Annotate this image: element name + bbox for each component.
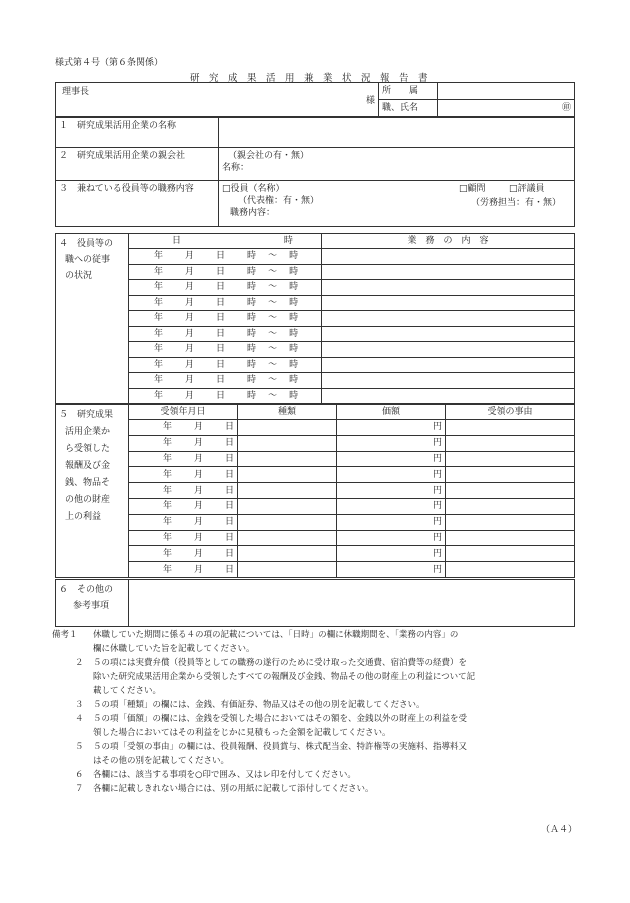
note-line: 休職していた期間に係る４の項の記載については、「日時」の欄に休職期間を、「業務の内容」の xyxy=(93,630,459,640)
tilde: ～ xyxy=(268,282,278,293)
tilde: ～ xyxy=(268,251,278,262)
year-unit: 年 xyxy=(163,517,173,528)
year-unit: 年 xyxy=(154,251,164,262)
table-row xyxy=(56,373,575,389)
hour-unit: 時 xyxy=(247,390,257,401)
date-cell[interactable] xyxy=(129,514,238,530)
year-unit: 年 xyxy=(163,422,173,433)
hour-unit: 時 xyxy=(289,375,299,386)
hour-unit: 時 xyxy=(289,313,299,324)
note-line: ５の項「受領の事由」の欄には、役員報酬、役員賞与、株式配当金、特許権等の実施料、指導料又 xyxy=(93,742,468,752)
hour-unit: 時 xyxy=(289,297,299,308)
date-cell[interactable] xyxy=(129,451,238,467)
month-unit: 月 xyxy=(185,390,195,401)
section6-label-line: ６ その他の xyxy=(59,585,114,595)
section5-label-line: ５ 研究成果 xyxy=(59,410,114,420)
name-label: 職、氏名 xyxy=(379,100,438,117)
month-unit: 月 xyxy=(185,359,195,370)
day-unit: 日 xyxy=(216,282,226,293)
business-cell[interactable] xyxy=(322,264,575,280)
reason-header: 受領の事由 xyxy=(446,405,575,420)
year-unit: 年 xyxy=(163,532,173,543)
note-number: ４ xyxy=(75,714,84,724)
honorific: 様 xyxy=(365,96,375,106)
type-cell[interactable] xyxy=(238,451,337,467)
date-cell[interactable] xyxy=(129,530,238,546)
type-cell[interactable] xyxy=(238,420,337,436)
reason-cell[interactable] xyxy=(446,435,575,451)
yen-unit: 円 xyxy=(433,564,443,575)
business-cell[interactable] xyxy=(322,373,575,389)
table-row xyxy=(56,562,575,578)
month-unit: 月 xyxy=(194,469,204,480)
hour-unit: 時 xyxy=(289,282,299,293)
hour-unit: 時 xyxy=(247,313,257,324)
amount-cell[interactable] xyxy=(337,435,446,451)
year-unit: 年 xyxy=(163,438,173,449)
form-number: 様式第４号（第６条関係） xyxy=(55,58,164,68)
datetime-header-right: 時 xyxy=(283,236,293,246)
table-row xyxy=(56,530,575,546)
section6-label xyxy=(56,580,129,627)
type-cell[interactable] xyxy=(238,435,337,451)
note-line: 除いた研究成果活用企業から受領したすべての報酬及び金銭、物品その他の財産上の利益について記 xyxy=(93,672,476,682)
amount-cell[interactable] xyxy=(337,546,446,562)
amount-cell[interactable] xyxy=(337,483,446,499)
tilde: ～ xyxy=(268,375,278,386)
note-line: 欄に休職していた旨を記載してください。 xyxy=(93,644,255,654)
year-unit: 年 xyxy=(154,313,164,324)
year-unit: 年 xyxy=(154,359,164,370)
name-field[interactable] xyxy=(438,100,575,117)
note-item xyxy=(55,656,575,698)
day-unit: 日 xyxy=(216,297,226,308)
month-unit: 月 xyxy=(194,517,204,528)
datetime-cell[interactable] xyxy=(129,342,322,358)
datetime-cell[interactable] xyxy=(129,373,322,389)
note-line: 各欄には、該当する事項を○印で囲み、又はレ印を付してください。 xyxy=(93,770,356,780)
hour-unit: 時 xyxy=(289,344,299,355)
amount-cell[interactable] xyxy=(337,514,446,530)
section5-label-line: ら受領した xyxy=(65,444,111,454)
advisor-checkbox[interactable]: □顧問 xyxy=(459,184,486,194)
year-unit: 年 xyxy=(163,469,173,480)
business-cell[interactable] xyxy=(322,249,575,265)
day-unit: 日 xyxy=(216,375,226,386)
year-unit: 年 xyxy=(163,564,173,575)
yen-unit: 円 xyxy=(433,517,443,528)
year-unit: 年 xyxy=(163,501,173,512)
yen-unit: 円 xyxy=(433,422,443,433)
document-title: 研 究 成 果 活 用 兼 業 状 況 報 告 書 xyxy=(190,73,428,84)
table-row xyxy=(56,311,575,327)
table-row xyxy=(56,280,575,296)
day-unit: 日 xyxy=(225,532,235,543)
table-row xyxy=(56,451,575,467)
year-unit: 年 xyxy=(154,282,164,293)
type-cell[interactable] xyxy=(238,467,337,483)
day-unit: 日 xyxy=(216,313,226,324)
note-number: 備考１ xyxy=(52,630,78,640)
officer-checkbox[interactable]: □役員（名称） xyxy=(222,184,285,194)
year-unit: 年 xyxy=(154,297,164,308)
datetime-cell[interactable] xyxy=(129,311,322,327)
note-line: はその他の別を記載してください。 xyxy=(93,756,230,766)
reason-cell[interactable] xyxy=(446,514,575,530)
yen-unit: 円 xyxy=(433,501,443,512)
reason-cell[interactable] xyxy=(446,562,575,578)
month-unit: 月 xyxy=(194,485,204,496)
table-row xyxy=(56,357,575,373)
section3-label: ３ 兼ねている役員等の職務内容 xyxy=(56,181,219,227)
business-cell[interactable] xyxy=(322,342,575,358)
duties-field[interactable] xyxy=(219,181,575,227)
note-number: ３ xyxy=(75,700,84,710)
table-row xyxy=(56,435,575,451)
parent-company-field[interactable] xyxy=(219,148,575,181)
section5-label-line: 銭、物品そ xyxy=(65,478,111,488)
date-cell[interactable] xyxy=(129,483,238,499)
type-cell[interactable] xyxy=(238,498,337,514)
day-unit: 日 xyxy=(225,517,235,528)
month-unit: 月 xyxy=(194,532,204,543)
reason-cell[interactable] xyxy=(446,467,575,483)
affiliation-label: 所 属 xyxy=(379,83,438,100)
type-cell[interactable] xyxy=(238,530,337,546)
hour-unit: 時 xyxy=(247,251,257,262)
datetime-cell[interactable] xyxy=(129,357,322,373)
representative-option[interactable]: （代表権：有・無） xyxy=(238,196,320,206)
type-cell[interactable] xyxy=(238,514,337,530)
year-unit: 年 xyxy=(154,390,164,401)
month-unit: 月 xyxy=(185,251,195,262)
yen-unit: 円 xyxy=(433,453,443,464)
datetime-cell[interactable] xyxy=(129,264,322,280)
datetime-cell[interactable] xyxy=(129,388,322,404)
note-line: ５の項「価額」の欄には、金銭を受領した場合においてはその額を、金銭以外の財産上の利益を受 xyxy=(93,714,468,724)
date-cell[interactable] xyxy=(129,435,238,451)
day-unit: 日 xyxy=(225,564,235,575)
tilde: ～ xyxy=(268,313,278,324)
table-row xyxy=(56,483,575,499)
paper-size: （Ａ４） xyxy=(541,825,578,835)
amount-cell[interactable] xyxy=(337,420,446,436)
section2-label: ２ 研究成果活用企業の親会社 xyxy=(56,148,219,181)
hour-unit: 時 xyxy=(247,328,257,339)
section5-label-line: 報酬及び金 xyxy=(65,461,111,471)
hour-unit: 時 xyxy=(247,297,257,308)
amount-cell[interactable] xyxy=(337,562,446,578)
section4-label-line: 職への従事 xyxy=(65,255,111,265)
table-row xyxy=(56,498,575,514)
month-unit: 月 xyxy=(194,548,204,559)
business-cell[interactable] xyxy=(322,295,575,311)
month-unit: 月 xyxy=(185,282,195,293)
hour-unit: 時 xyxy=(247,359,257,370)
note-item xyxy=(52,628,575,656)
note-number: ２ xyxy=(75,658,84,668)
month-unit: 月 xyxy=(185,328,195,339)
reason-cell[interactable] xyxy=(446,420,575,436)
month-unit: 月 xyxy=(185,313,195,324)
parent-name-label: 名称： xyxy=(222,163,250,173)
type-cell[interactable] xyxy=(238,562,337,578)
month-unit: 月 xyxy=(194,438,204,449)
business-cell[interactable] xyxy=(322,311,575,327)
day-unit: 日 xyxy=(225,469,235,480)
business-header: 業 務 の 内 容 xyxy=(322,234,575,249)
datetime-header-left: 日 xyxy=(172,236,182,246)
datetime-cell[interactable] xyxy=(129,249,322,265)
tilde: ～ xyxy=(268,344,278,355)
affiliation-field[interactable] xyxy=(438,83,575,100)
yen-unit: 円 xyxy=(433,469,443,480)
business-cell[interactable] xyxy=(322,388,575,404)
section5-label-line: の他の財産 xyxy=(65,495,111,505)
section4-table xyxy=(55,233,575,404)
hour-unit: 時 xyxy=(247,375,257,386)
table-row xyxy=(56,264,575,280)
section6-table xyxy=(55,579,575,627)
note-item xyxy=(55,740,575,768)
date-cell[interactable] xyxy=(129,498,238,514)
table-row xyxy=(56,546,575,562)
seal-icon: ㊞ xyxy=(561,103,571,113)
section4-label xyxy=(56,234,129,404)
day-unit: 日 xyxy=(216,359,226,370)
section5-label-line: 上の利益 xyxy=(65,512,102,522)
date-cell[interactable] xyxy=(129,420,238,436)
date-cell[interactable] xyxy=(129,467,238,483)
month-unit: 月 xyxy=(185,375,195,386)
note-line: 各欄に記載しきれない場合には、別の用紙に記載して添付してください。 xyxy=(93,784,374,794)
yen-unit: 円 xyxy=(433,485,443,496)
month-unit: 月 xyxy=(194,453,204,464)
table-row xyxy=(56,420,575,436)
month-unit: 月 xyxy=(185,344,195,355)
hour-unit: 時 xyxy=(289,359,299,370)
note-line: ５の項「種類」の欄には、金銭、有価証券、物品又はその他の別を記載してください。 xyxy=(93,700,425,710)
hour-unit: 時 xyxy=(289,328,299,339)
section4-label-line: の状況 xyxy=(65,271,93,281)
date-cell[interactable] xyxy=(129,546,238,562)
year-unit: 年 xyxy=(163,485,173,496)
datetime-cell[interactable] xyxy=(129,280,322,296)
section4-label-line: ４ 役員等の xyxy=(59,239,114,249)
reason-cell[interactable] xyxy=(446,451,575,467)
hour-unit: 時 xyxy=(289,266,299,277)
day-unit: 日 xyxy=(216,344,226,355)
datetime-header xyxy=(129,234,322,249)
table-row xyxy=(56,342,575,358)
table-row xyxy=(56,388,575,404)
parent-exists[interactable]: （親会社の有・無） xyxy=(228,151,310,161)
yen-unit: 円 xyxy=(433,548,443,559)
amount-cell[interactable] xyxy=(337,467,446,483)
tilde: ～ xyxy=(268,390,278,401)
day-unit: 日 xyxy=(225,422,235,433)
note-line: 領した場合においてはその利益をじかに見積もった金額を記載してください。 xyxy=(93,728,391,738)
day-unit: 日 xyxy=(216,266,226,277)
date-cell[interactable] xyxy=(129,562,238,578)
day-unit: 日 xyxy=(225,548,235,559)
yen-unit: 円 xyxy=(433,438,443,449)
business-cell[interactable] xyxy=(322,326,575,342)
business-cell[interactable] xyxy=(322,280,575,296)
tilde: ～ xyxy=(268,359,278,370)
day-unit: 日 xyxy=(225,453,235,464)
business-cell[interactable] xyxy=(322,357,575,373)
yen-unit: 円 xyxy=(433,532,443,543)
amount-header: 価額 xyxy=(337,405,446,420)
header-table xyxy=(55,82,575,117)
table-row xyxy=(56,249,575,265)
note-line: 載してください。 xyxy=(93,686,162,696)
reason-cell[interactable] xyxy=(446,498,575,514)
month-unit: 月 xyxy=(194,564,204,575)
note-item xyxy=(55,698,575,712)
hour-unit: 時 xyxy=(289,251,299,262)
type-cell[interactable] xyxy=(238,483,337,499)
table-row xyxy=(56,514,575,530)
section5-table xyxy=(55,404,575,578)
day-unit: 日 xyxy=(216,390,226,401)
notes xyxy=(52,628,575,796)
type-header: 種類 xyxy=(238,405,337,420)
hour-unit: 時 xyxy=(247,282,257,293)
note-number: ７ xyxy=(75,784,84,794)
section5-label xyxy=(56,405,129,578)
year-unit: 年 xyxy=(163,548,173,559)
reason-cell[interactable] xyxy=(446,483,575,499)
note-number: ５ xyxy=(75,742,84,752)
other-notes-field[interactable] xyxy=(129,580,575,627)
table-row xyxy=(56,326,575,342)
sections-1-3 xyxy=(55,117,575,227)
day-unit: 日 xyxy=(216,251,226,262)
note-item xyxy=(55,782,575,796)
day-unit: 日 xyxy=(225,438,235,449)
table-row xyxy=(56,295,575,311)
note-item xyxy=(55,768,575,782)
section1-label: １ 研究成果活用企業の名称 xyxy=(56,118,219,148)
addressee-cell xyxy=(56,83,379,117)
tilde: ～ xyxy=(268,328,278,339)
day-unit: 日 xyxy=(216,328,226,339)
month-unit: 月 xyxy=(194,422,204,433)
councilor-checkbox[interactable]: □評議員 xyxy=(509,184,545,194)
datetime-cell[interactable] xyxy=(129,295,322,311)
tilde: ～ xyxy=(268,297,278,308)
year-unit: 年 xyxy=(154,375,164,386)
day-unit: 日 xyxy=(225,485,235,496)
hour-unit: 時 xyxy=(247,344,257,355)
hour-unit: 時 xyxy=(247,266,257,277)
day-unit: 日 xyxy=(225,501,235,512)
amount-cell[interactable] xyxy=(337,451,446,467)
company-name-field[interactable] xyxy=(219,118,575,148)
type-cell[interactable] xyxy=(238,546,337,562)
tilde: ～ xyxy=(268,266,278,277)
month-unit: 月 xyxy=(185,266,195,277)
table-row xyxy=(56,467,575,483)
year-unit: 年 xyxy=(154,266,164,277)
note-item xyxy=(55,712,575,740)
labor-charge-option[interactable]: （労務担当：有・無） xyxy=(471,198,562,208)
year-unit: 年 xyxy=(163,453,173,464)
reason-cell[interactable] xyxy=(446,546,575,562)
year-unit: 年 xyxy=(154,344,164,355)
datetime-cell[interactable] xyxy=(129,326,322,342)
amount-cell[interactable] xyxy=(337,498,446,514)
section6-label-line: 参考事項 xyxy=(73,601,110,611)
addressee: 理事長 xyxy=(62,87,90,97)
year-unit: 年 xyxy=(154,328,164,339)
note-line: ５の項には実費弁償（役員等としての職務の遂行のために受け取った交通費、宿泊費等の経費）を xyxy=(93,658,468,668)
hour-unit: 時 xyxy=(289,390,299,401)
amount-cell[interactable] xyxy=(337,530,446,546)
reason-cell[interactable] xyxy=(446,530,575,546)
month-unit: 月 xyxy=(185,297,195,308)
date-header: 受領年月日 xyxy=(129,405,238,420)
section5-label-line: 活用企業か xyxy=(65,427,111,437)
note-number: ６ xyxy=(75,770,84,780)
duties-label: 職務内容： xyxy=(230,208,276,218)
month-unit: 月 xyxy=(194,501,204,512)
